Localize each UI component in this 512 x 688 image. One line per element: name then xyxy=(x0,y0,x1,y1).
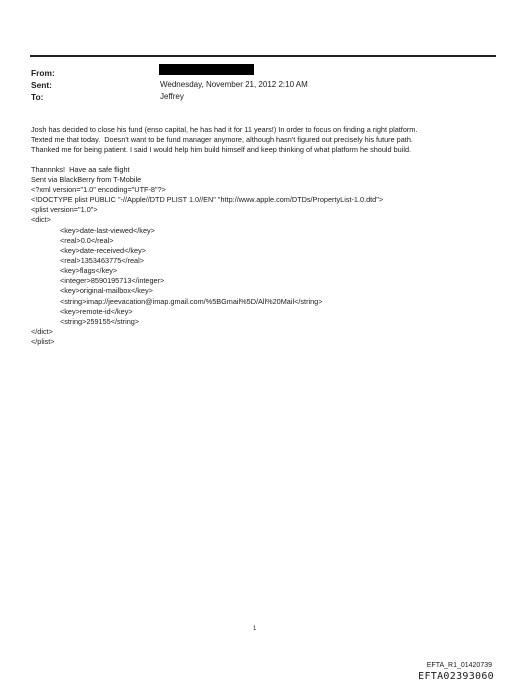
xml-line: <real>1353463775</real> xyxy=(60,255,144,265)
xml-line: <real>0.0</real> xyxy=(60,235,114,245)
xml-line: </plist> xyxy=(31,337,55,347)
signoff-line: Sent via BlackBerry from T-Mobile xyxy=(31,175,142,184)
page-number: 1 xyxy=(253,626,257,632)
to-value: Jeffrey xyxy=(160,92,184,101)
body-line: Thanked me for being patient. I said I would help him build himself and keep thinking of what platform he should build. xyxy=(31,145,412,154)
redaction-bar xyxy=(159,64,254,75)
sent-value: Wednesday, November 21, 2012 2:10 AM xyxy=(160,80,308,89)
xml-line: <dict> xyxy=(31,215,51,225)
header-rule xyxy=(30,55,496,57)
from-label: From: xyxy=(31,68,55,78)
plist-xml-block xyxy=(31,185,383,347)
body-line: Josh has decided to close his fund (enso capital, he has had it for 11 years!) In order to focus on finding a right platform. xyxy=(31,125,418,134)
xml-line: <string>259155</string> xyxy=(60,316,140,326)
xml-line: <!DOCTYPE plist PUBLIC "-//Apple//DTD PLIST 1.0//EN" "http://www.apple.com/DTDs/PropertyList-1.0.dtd"> xyxy=(31,195,384,205)
xml-line: <key>original-mailbox</key> xyxy=(60,286,153,296)
to-label: To: xyxy=(31,92,44,102)
body-line: Texted me that today. Doesn't want to be fund manager anymore, although hasn't figured out precisely his future path. xyxy=(31,135,413,144)
bates-number-large: EFTA02393060 xyxy=(418,671,494,682)
xml-line: <string>imap://jeevacation@imap.gmail.com/%5BGmail%5D/All%20Mail</string> xyxy=(60,296,323,306)
xml-line: <plist version="1.0"> xyxy=(31,205,98,215)
xml-line: <key>date-last-viewed</key> xyxy=(60,225,155,235)
bates-number-small: EFTA_R1_01420739 xyxy=(426,662,492,669)
xml-line: <?xml version="1.0" encoding="UTF-8"?> xyxy=(31,185,166,194)
xml-line: </dict> xyxy=(31,326,53,336)
sent-label: Sent: xyxy=(31,80,52,90)
signoff-line: Thannnks! Have aa safe flight xyxy=(31,165,130,174)
xml-line: <integer>8590195713</integer> xyxy=(60,276,165,286)
xml-line: <key>date-received</key> xyxy=(60,245,146,255)
xml-line: <key>flags</key> xyxy=(60,266,118,276)
xml-line: <key>remote-id</key> xyxy=(60,306,133,316)
